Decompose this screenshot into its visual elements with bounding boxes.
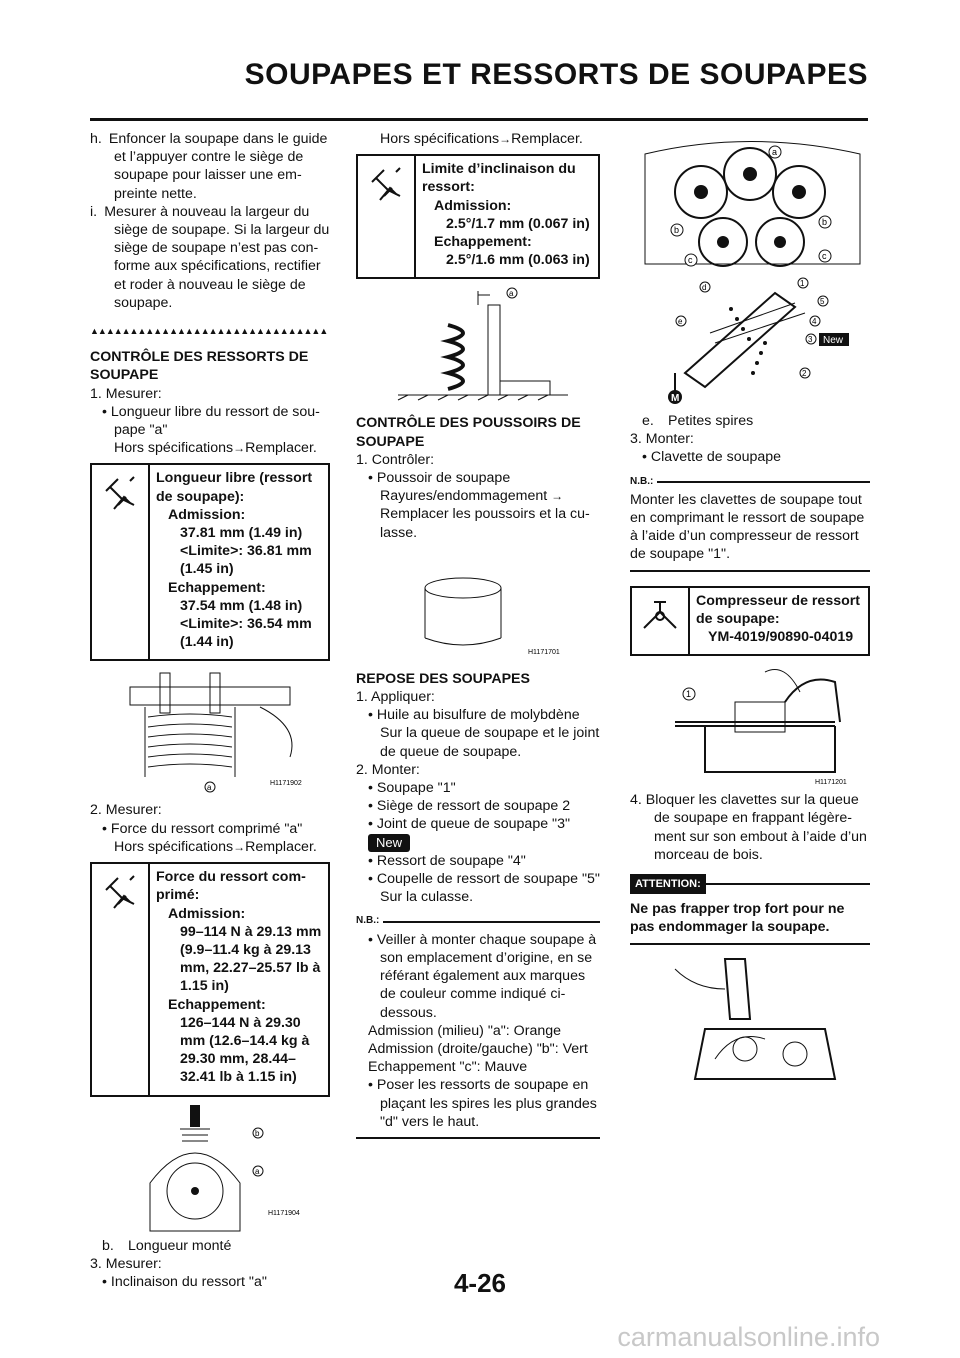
- step-2-item: • Force du ressort comprimé "a": [102, 820, 303, 837]
- nb-color-intake-side: Admission (droite/gauche) "b": Vert: [368, 1040, 588, 1057]
- check-step-1: 1. Contrôler:: [356, 451, 435, 468]
- caliper-spring-figure: [100, 667, 320, 797]
- section-title-valve-install: REPOSE DES SOUPAPES: [356, 670, 530, 687]
- fig6-label-5: 5: [820, 297, 825, 306]
- note-e: e. Petites spires: [642, 413, 754, 429]
- spec-box-free-length: [90, 463, 330, 661]
- nb-bullet-2: • Poser les ressorts de soupape en plaçant les spires les plus grandes "d" vers le haut.: [368, 1077, 597, 1130]
- spec-exhaust-label: Echappement:: [168, 996, 266, 1013]
- step-3: 3. Mesurer:: [90, 1255, 162, 1272]
- fig1-label-a: a: [207, 783, 212, 793]
- fig3-label-a: a: [509, 289, 514, 299]
- fig5-label-a: a: [772, 147, 778, 157]
- attention-badge: ATTENTION:: [630, 874, 706, 894]
- fig5-label-b2: b: [822, 217, 828, 227]
- spring-tilt-figure: [378, 285, 578, 410]
- spec-title: Limite d’inclinaison du ressort:: [422, 161, 576, 196]
- step-3-out-of-spec: Hors spécifications→Remplacer.: [380, 131, 583, 147]
- valve-spring-assembly-figure: [635, 273, 865, 408]
- compressor-tool-icon: [632, 588, 690, 655]
- fig5-label-b1: b: [674, 225, 680, 235]
- spec-intake-label: Admission:: [434, 197, 512, 214]
- nb-end-rule: [356, 1137, 600, 1139]
- mount-step-3: 3. Monter:: [630, 431, 694, 448]
- spec-intake-value: 37.81 mm (1.49 in): [180, 525, 303, 542]
- spec-exhaust-label: Echappement:: [434, 234, 532, 251]
- column-1: [90, 130, 330, 1291]
- install-step-2: 2. Monter:: [356, 761, 420, 778]
- nb-header: N.B.:: [630, 473, 870, 491]
- column-2: [356, 130, 600, 1139]
- fig6-moly-icon: M: [671, 393, 680, 404]
- step-i: i. Mesurer à nouveau la largeur du siège de soupape. Si la largeur du siège de soupape n’est pas con-forme aux spécifications, rectifier et roder à nouveau le siège de soupape.: [90, 203, 330, 311]
- step-2: 2. Mesurer:: [90, 802, 162, 819]
- install-item-retainer: • Coupelle de ressort de soupape "5": [368, 871, 600, 888]
- column-3: [630, 130, 870, 1103]
- spec-title: Longueur libre (ressort de soupape):: [156, 470, 313, 505]
- spec-exhaust-value: 2.5°/1.6 mm (0.063 in): [446, 252, 590, 269]
- cylinder-head-valves-figure: [635, 134, 865, 269]
- fig6-label-3: 3: [808, 335, 813, 344]
- fig6-new-badge: New: [823, 335, 844, 346]
- spec-exhaust-label: Echappement:: [168, 579, 266, 596]
- spring-scale-figure: [100, 1103, 320, 1233]
- step-1: 1. Mesurer:: [90, 385, 162, 402]
- install-step-2-note: Sur la culasse.: [380, 889, 474, 906]
- nb-text: Monter les clavettes de soupape tout en comprimant le ressort de soupape à l’aide d’un compresseur de ressort de soupape "1".: [630, 491, 865, 563]
- fig7-code: H1171201: [815, 779, 847, 787]
- check-item: • Poussoir de soupape: [368, 470, 511, 487]
- check-condition: Rayures/endommagement →: [380, 488, 564, 505]
- install-item-valve: • Soupape "1": [368, 780, 456, 797]
- end-of-procedure-triangles: ▲▲▲▲▲▲▲▲▲▲▲▲▲▲▲▲▲▲▲▲▲▲▲▲▲▲▲▲▲▲: [90, 326, 328, 337]
- mount-step-3-item: • Clavette de soupape: [642, 449, 782, 466]
- note-b: b. Longueur monté: [102, 1237, 232, 1254]
- install-step-1-item: • Huile au bisulfure de molybdène: [368, 707, 580, 724]
- spec-wrench-icon: [92, 465, 150, 659]
- fig6-label-1: 1: [800, 279, 805, 288]
- fig6-label-e: e: [678, 317, 683, 326]
- watermark: carmanualsonline.info: [617, 1322, 880, 1352]
- nb-color-intake-middle: Admission (milieu) "a": Orange: [368, 1022, 561, 1039]
- install-item-spring: • Ressort de soupape "4": [368, 852, 526, 869]
- install-item-spring-seat: • Siège de ressort de soupape 2: [368, 798, 571, 815]
- spec-intake-limit: <Limite>: 36.81 mm (1.45 in): [180, 543, 312, 578]
- spec-tool-number: YM-4019/90890-04019: [708, 629, 854, 646]
- fig1-code: H1171902: [270, 780, 302, 788]
- nb-color-exhaust: Echappement "c": Mauve: [368, 1059, 528, 1076]
- section-title-lifter-check: CONTRÔLE DES POUSSOIRS DE SOUPAPE: [356, 415, 581, 450]
- spec-exhaust-value: 126–144 N à 29.30 mm (12.6–14.4 kg à 29.30 mm, 28.44–32.41 lb à 1.15 in): [180, 1014, 310, 1086]
- step-1-out-of-spec: Hors spécifications→Remplacer.: [114, 440, 317, 457]
- spec-box-compressed-force: [90, 862, 330, 1096]
- install-item-stem-seal: • Joint de queue de soupape "3": [368, 816, 570, 833]
- spec-box-spring-compressor: [630, 586, 870, 657]
- fig6-label-2: 2: [802, 369, 807, 378]
- page-title: SOUPAPES ET RESSORTS DE SOUPAPES: [244, 58, 868, 91]
- install-step-1: 1. Appliquer:: [356, 689, 435, 706]
- fig5-label-c2: c: [822, 251, 827, 261]
- nb-header: N.B.:: [356, 912, 600, 930]
- new-badge: New: [368, 834, 410, 852]
- spec-box-spring-tilt: [356, 154, 600, 279]
- fig5-label-c1: c: [688, 255, 693, 265]
- spec-wrench-icon: [358, 156, 416, 277]
- spec-intake-label: Admission:: [168, 506, 246, 523]
- fig7-label-1: 1: [686, 689, 692, 700]
- spec-intake-value: 99–114 N à 29.13 mm (9.9–11.4 kg à 29.13 mm, 22.27–25.57 lb à 1.15 in): [180, 923, 322, 995]
- fig4-code: H1171701: [528, 648, 560, 656]
- spec-intake-label: Admission:: [168, 905, 246, 922]
- check-action: Remplacer les poussoirs et la cu-lasse.: [380, 506, 590, 541]
- fig2-code: H1171904: [268, 1209, 300, 1217]
- valve-lifter-figure: [378, 546, 578, 666]
- spec-wrench-icon: [92, 864, 150, 1094]
- attention-text: Ne pas frapper trop fort pour ne pas endommager la soupape.: [630, 901, 845, 936]
- install-step-1-note: Sur la queue de soupape et le joint de queue de soupape.: [380, 725, 600, 760]
- nb-bullet-1: • Veiller à monter chaque soupape à son emplacement d’origine, en se référant également aux marques de couleur comme indiqué ci-dessous.: [368, 931, 597, 1021]
- spring-compressor-figure: [635, 662, 865, 787]
- spec-exhaust-limit: <Limite>: 36.54 mm (1.44 in): [180, 616, 312, 651]
- fig6-label-4: 4: [812, 317, 817, 326]
- tapping-cotters-figure: [635, 949, 865, 1099]
- step-3-item: • Inclinaison du ressort "a": [102, 1273, 267, 1290]
- step-1-item: • Longueur libre du ressort de sou-pape "a": [102, 403, 320, 439]
- fig2-label-b: b: [255, 1128, 260, 1138]
- spec-title: Force du ressort com-primé:: [156, 869, 306, 904]
- step-2-out-of-spec: Hors spécifications→Remplacer.: [114, 838, 317, 855]
- page-number: 4-26: [453, 1268, 507, 1298]
- fig6-label-d: d: [702, 283, 707, 292]
- attention-end-rule: [630, 943, 870, 945]
- header-rule: [90, 118, 868, 121]
- spec-title: Compresseur de ressort de soupape:: [696, 592, 861, 627]
- attention-header: [630, 874, 870, 894]
- fig2-label-a: a: [255, 1166, 260, 1176]
- step-h: h. Enfoncer la soupape dans le guide et l’appuyer contre le siège de soupape pour laisser une em-preinte nette.: [90, 131, 328, 202]
- mount-step-4: 4. Bloquer les clavettes sur la queue de soupape en frappant légère-ment sur son embout à l’aide d’un morceau de bois.: [630, 792, 867, 863]
- section-title-spring-check: CONTRÔLE DES RESSORTS DE SOUPAPE: [90, 349, 309, 384]
- spec-exhaust-value: 37.54 mm (1.48 in): [180, 597, 303, 614]
- spec-intake-value: 2.5°/1.7 mm (0.067 in): [446, 215, 590, 232]
